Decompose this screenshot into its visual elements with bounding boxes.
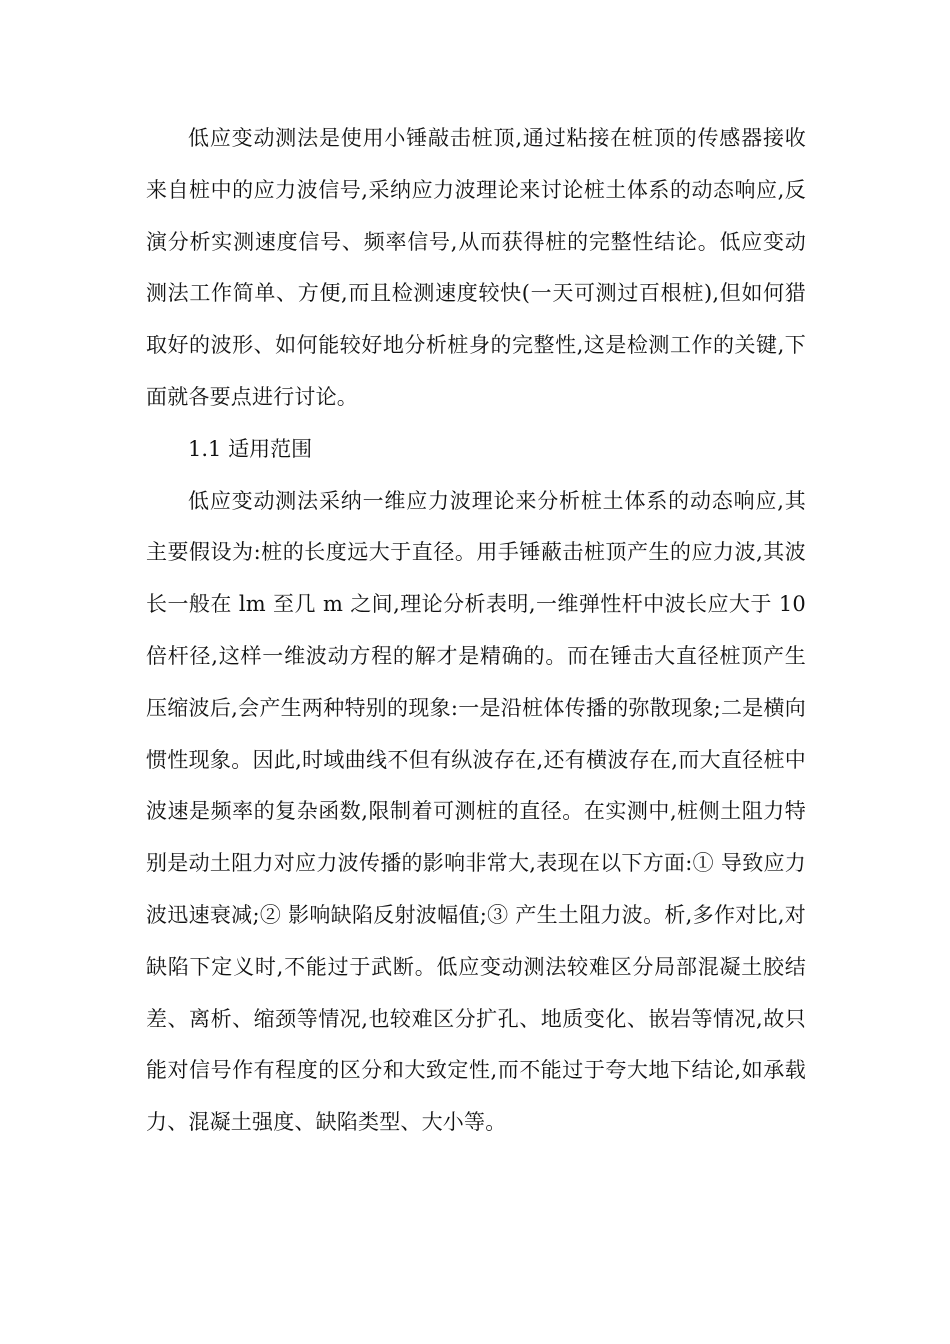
section-heading: 1.1 适用范围 [188,436,313,461]
paragraph-scope: 低应变动测法采纳一维应力波理论来分析桩土体系的动态响应,其主要假设为:桩的长度远大于直径。用手锤蔽击桩顶产生的应力波,其波长一般在 lm 至几 m 之间,理论分析表明,一维弹性杆中波长应大于 10 倍杆径,这样一维波动方程的解才是精确的。而在锤击大直径桩顶产生压缩波后,会产生两种特别的现象:一是沿桩体传播的弥散现象;二是横向惯性现象。因此,时域曲线不但有纵波存在,还有横波存在,而大直径桩中波速是频率的复杂函数,限制着可测桩的直径。在实测中,桩侧土阻力特别是动土阻力对应力波传播的影响非常大,表现在以下方面:① 导致应力波迅速衰减;② 影响缺陷反射波幅值;③ 产生土阻力波。析,多作对比,对缺陷下定义时,不能过于武断。低应变动测法较难区分局部混凝土胶结差、离析、缩颈等情况,也较难区分扩孔、地质变化、嵌岩等情况,故只能对信号作有程度的区分和大致定性,而不能过于夸大地下结论,如承载力、混凝土强度、缺陷类型、大小等。 [146,488,806,1135]
document-body [146,113,806,1149]
paragraph-intro: 低应变动测法是使用小锤敲击桩顶,通过粘接在桩顶的传感器接收来自桩中的应力波信号,采纳应力波理论来讨论桩土体系的动态响应,反演分析实测速度信号、频率信号,从而获得桩的完整性结论。低应变动测法工作简单、方便,而且检测速度较快(一天可测过百根桩),但如何猎取好的波形、如何能较好地分析桩身的完整性,这是检测工作的关键,下面就各要点进行讨论。 [146,126,806,409]
